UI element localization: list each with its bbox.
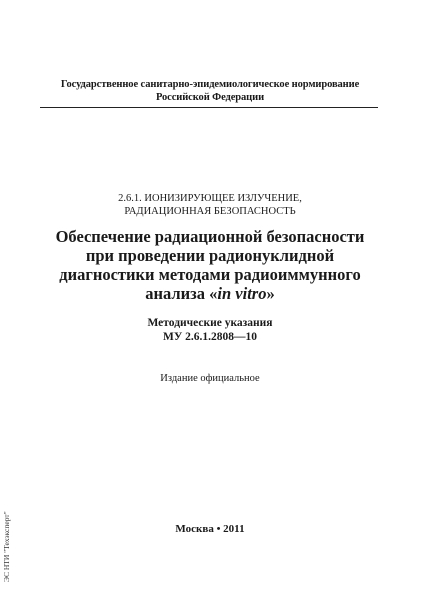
title-line-4-italic: in vitro — [217, 284, 267, 303]
header-block — [40, 78, 380, 104]
document-title — [40, 227, 380, 303]
title-line-4-prefix: анализа « — [145, 284, 218, 303]
section-line-1: 2.6.1. ИОНИЗИРУЮЩЕЕ ИЗЛУЧЕНИЕ, — [118, 193, 302, 204]
title-line-3: диагностики методами радиоиммунного — [59, 265, 361, 284]
edition-note: Издание официальное — [160, 373, 260, 384]
imprint: Москва • 2011 — [175, 523, 245, 535]
title-line-4-suffix: » — [266, 284, 275, 303]
header-divider — [40, 107, 378, 108]
section-heading — [40, 192, 380, 218]
title-line-1: Обеспечение радиационной безопасности — [55, 227, 365, 246]
section-line-2: РАДИАЦИОННАЯ БЕЗОПАСНОСТЬ — [124, 206, 296, 217]
title-line-2: при проведении радионуклидной — [85, 246, 335, 265]
title-line-4 — [40, 284, 380, 303]
subtitle-line-2: МУ 2.6.1.2808—10 — [162, 331, 258, 343]
header-line-2: Российской Федерации — [155, 92, 265, 103]
side-stamp: ЭС НТИ "Техэксперт" — [2, 511, 11, 582]
header-line-1: Государственное санитарно-эпидемиологическое нормирование — [60, 79, 360, 90]
document-subtitle — [40, 316, 380, 344]
subtitle-line-1: Методические указания — [147, 317, 273, 329]
